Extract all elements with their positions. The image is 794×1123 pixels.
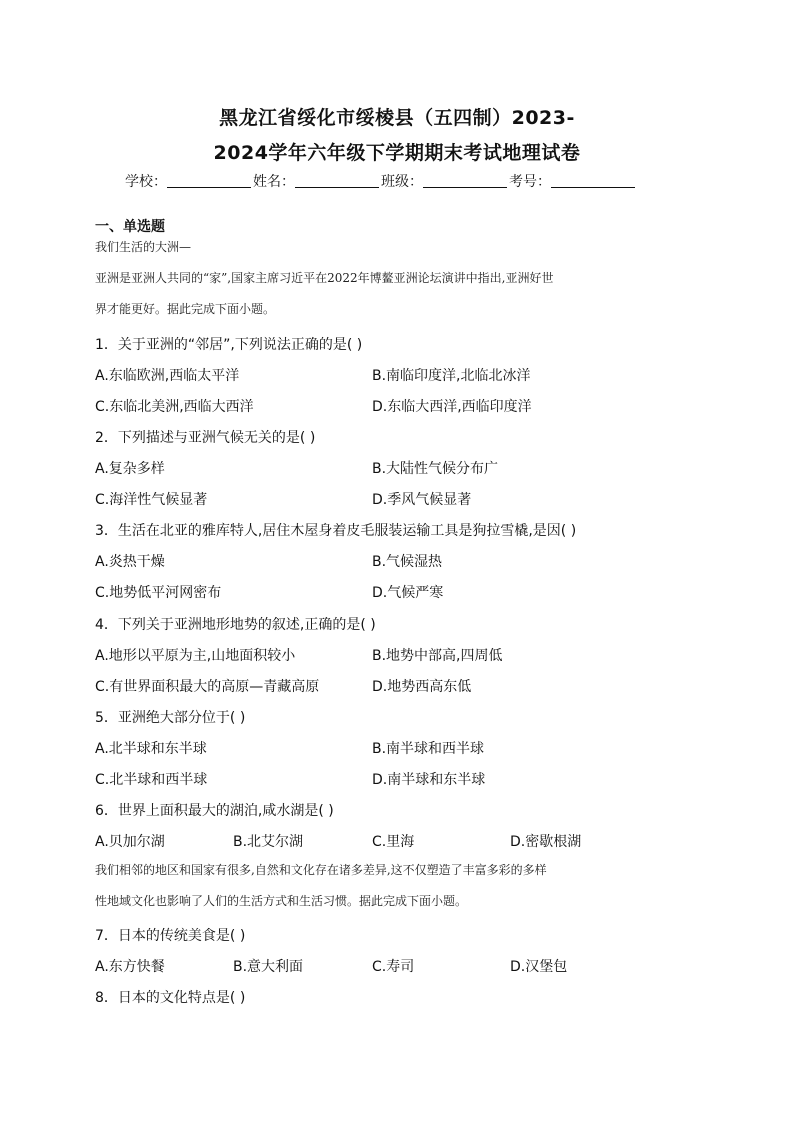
question-6-option-b: B.北艾尔湖: [233, 834, 304, 850]
student-info-row: [125, 171, 637, 191]
question-4-stem: 4．下列关于亚洲地形地势的叙述,正确的是( ): [95, 617, 376, 633]
material-1-head: 我们生活的大洲—: [95, 240, 192, 254]
material-1-line1: 亚洲是亚洲人共同的“家”,国家主席习近平在2022年博鳌亚洲论坛演讲中指出,亚洲好世: [95, 271, 554, 285]
question-2-option-a: A.复杂多样: [95, 461, 165, 477]
question-6-option-a: A.贝加尔湖: [95, 834, 165, 850]
question-3-stem: 3．生活在北亚的雅库特人,居住木屋身着皮毛服装运输工具是狗拉雪橇,是因( ): [95, 523, 577, 539]
question-1-option-c: C.东临北美洲,西临大西洋: [95, 399, 254, 415]
material-1-line2: 界才能更好。据此完成下面小题。: [95, 302, 276, 316]
question-3-option-b: B.气候湿热: [372, 554, 443, 570]
material-2-line1: 我们相邻的地区和国家有很多,自然和文化存在诸多差异,这不仅塑造了丰富多彩的多样: [95, 863, 547, 877]
question-7-option-a: A.东方快餐: [95, 959, 165, 975]
question-7-stem: 7．日本的传统美食是( ): [95, 928, 246, 944]
question-6-option-c: C.里海: [372, 834, 415, 850]
question-3-option-a: A.炎热干燥: [95, 554, 165, 570]
exam-title-line1: 黑龙江省绥化市绥棱县（五四制）2023-: [219, 107, 575, 129]
school-label: 学校：: [125, 174, 167, 190]
question-5-option-b: B.南半球和西半球: [372, 741, 485, 757]
question-1-option-a: A.东临欧洲,西临太平洋: [95, 368, 240, 384]
exam-no-label: 考号：: [509, 174, 551, 190]
question-4-option-a: A.地形以平原为主,山地面积较小: [95, 648, 296, 664]
question-1-option-d: D.东临大西洋,西临印度洋: [372, 399, 532, 415]
question-2-option-c: C.海洋性气候显著: [95, 492, 208, 508]
question-2-option-b: B.大陆性气候分布广: [372, 461, 499, 477]
school-blank: [167, 173, 251, 188]
exam-title-line2: 2024学年六年级下学期期末考试地理试卷: [213, 142, 581, 164]
question-4-option-b: B.地势中部高,四周低: [372, 648, 503, 664]
question-8-stem: 8．日本的文化特点是( ): [95, 990, 246, 1006]
material-2-line2: 性地域文化也影响了人们的生活方式和生活习惯。据此完成下面小题。: [95, 894, 468, 908]
question-2-option-d: D.季风气候显著: [372, 492, 472, 508]
question-7-option-d: D.汉堡包: [510, 959, 568, 975]
question-1-option-b: B.南临印度洋,北临北冰洋: [372, 368, 531, 384]
question-3-option-d: D.气候严寒: [372, 585, 444, 601]
question-4-option-d: D.地势西高东低: [372, 679, 472, 695]
question-1-stem: 1．关于亚洲的“邻居”,下列说法正确的是( ): [95, 337, 363, 353]
question-5-option-a: A.北半球和东半球: [95, 741, 207, 757]
question-6-stem: 6．世界上面积最大的湖泊,咸水湖是( ): [95, 803, 334, 819]
exam-no-blank: [551, 173, 635, 188]
class-blank: [423, 173, 507, 188]
question-3-option-c: C.地势低平河网密布: [95, 585, 222, 601]
question-5-stem: 5．亚洲绝大部分位于( ): [95, 710, 246, 726]
question-5-option-c: C.北半球和西半球: [95, 772, 208, 788]
class-label: 班级：: [381, 174, 423, 190]
question-6-option-d: D.密歇根湖: [510, 834, 582, 850]
question-5-option-d: D.南半球和东半球: [372, 772, 486, 788]
question-2-stem: 2．下列描述与亚洲气候无关的是( ): [95, 430, 316, 446]
question-7-option-c: C.寿司: [372, 959, 415, 975]
name-blank: [295, 173, 379, 188]
question-4-option-c: C.有世界面积最大的高原—青藏高原: [95, 679, 320, 695]
section-title: 一、单选题: [95, 219, 165, 235]
question-7-option-b: B.意大利面: [233, 959, 304, 975]
name-label: 姓名：: [253, 174, 295, 190]
